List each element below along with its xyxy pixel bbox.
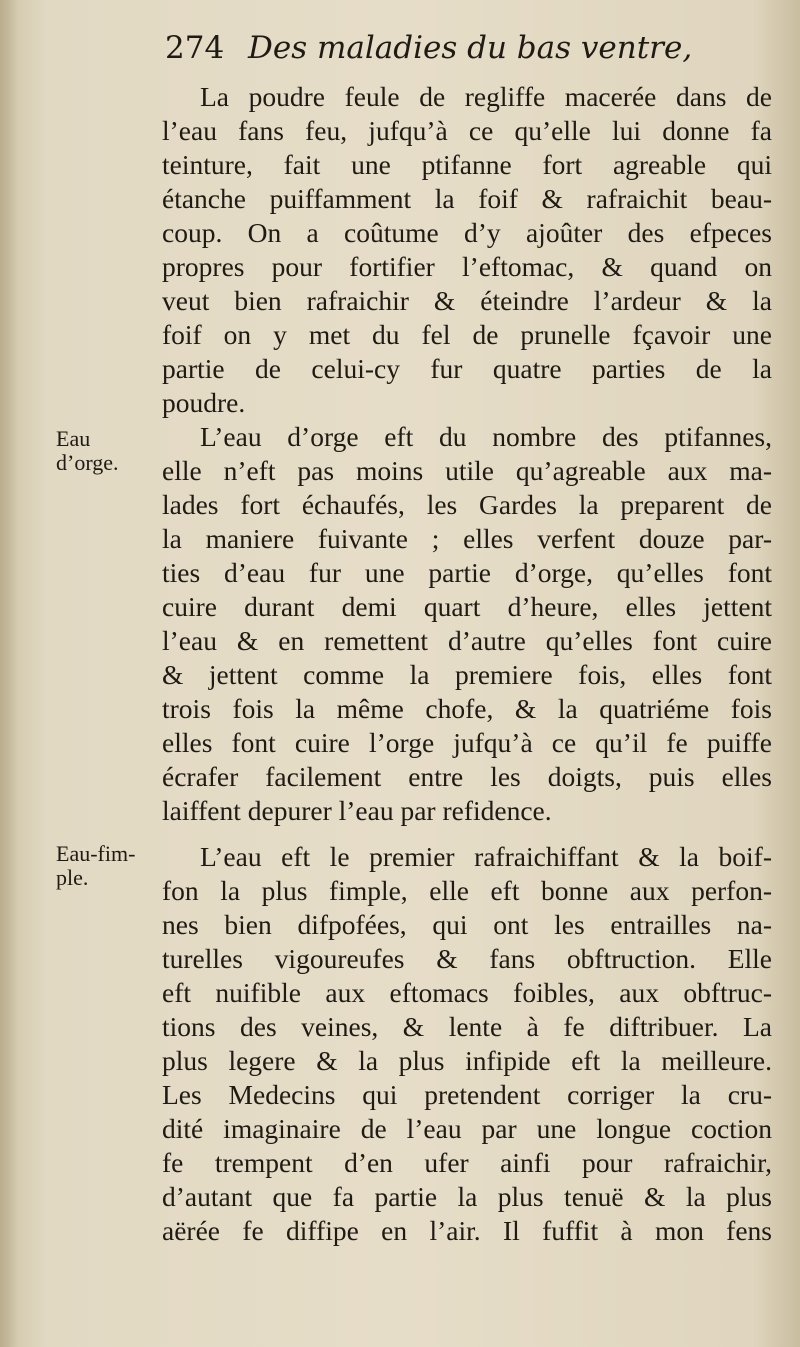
margin-note-line: Eau-fim- [56, 841, 136, 866]
running-title: Des maladies du bas ventre, [248, 30, 693, 66]
text-line: L’eau d’orge eft du nombre des ptifannes, [200, 421, 772, 452]
margin-note-line: d’orge. [56, 450, 119, 475]
text-line: l’eau & en remettent d’autre qu’elles font cuire [162, 625, 772, 656]
margin-note-eau-simple [56, 842, 135, 890]
text-line: & jettent comme la premiere fois, elles font [162, 659, 772, 690]
text-line: foif on y met du fel de prunelle fçavoir une [162, 319, 772, 350]
text-line: veut bien rafraichir & éteindre l’ardeur & la [162, 285, 772, 316]
text-line: nes bien difpofées, qui ont les entrailles na- [162, 909, 772, 940]
text-line: turelles vigoureufes & fans obftruction. Elle [162, 943, 772, 974]
text-line: La poudre feule de regliffe macerée dans de [200, 81, 772, 112]
text-line: plus legere & la plus infipide eft la meilleure. [162, 1045, 772, 1076]
text-line: elles font cuire l’orge jufqu’à ce qu’il fe puiffe [162, 727, 772, 758]
page-number: 274 [165, 30, 225, 66]
text-line: eft nuifible aux eftomacs foibles, aux obftruc- [162, 977, 772, 1008]
text-line: coup. On a coûtume d’y ajoûter des efpeces [162, 217, 772, 248]
margin-note-eau-dorge [56, 427, 119, 475]
text-line: l’eau fans feu, jufqu’à ce qu’elle lui donne fa [162, 115, 772, 146]
text-line: trois fois la même chofe, & la quatriéme fois [162, 693, 772, 724]
text-line: propres pour fortifier l’eftomac, & quand on [162, 251, 772, 282]
margin-note-line: ple. [56, 865, 89, 890]
text-line: lades fort échaufés, les Gardes la preparent de [162, 489, 772, 520]
text-line: fon la plus fimple, elle eft bonne aux perfon- [162, 875, 772, 906]
text-line: fe trempent d’en ufer ainfi pour rafraichir, [162, 1147, 772, 1178]
text-line: laiffent depurer l’eau par refidence. [162, 795, 552, 826]
page-gutter-shadow [0, 0, 18, 1347]
text-line: partie de celui-cy fur quatre parties de la [162, 353, 772, 384]
text-line: dité imaginaire de l’eau par une longue coction [162, 1113, 772, 1144]
text-line: ties d’eau fur une partie d’orge, qu’elles font [162, 557, 772, 588]
text-line: Les Medecins qui pretendent corriger la cru- [162, 1079, 772, 1110]
text-line: écrafer facilement entre les doigts, puis elles [162, 761, 772, 792]
text-line: L’eau eft le premier rafraichiffant & la boif- [200, 841, 772, 872]
text-line: d’autant que fa partie la plus tenuë & la plus [162, 1181, 772, 1212]
text-line: aërée fe diffipe en l’air. Il fuffit à mon fens [162, 1215, 772, 1246]
text-line: étanche puiffamment la foif & rafraichit beau- [162, 183, 772, 214]
margin-note-line: Eau [56, 426, 91, 451]
text-line: elle n’eft pas moins utile qu’agreable aux ma- [162, 455, 772, 486]
text-line: cuire durant demi quart d’heure, elles jettent [162, 591, 772, 622]
text-line: teinture, fait une ptifanne fort agreable qui [162, 149, 772, 180]
text-line: poudre. [162, 387, 246, 418]
text-line: tions des veines, & lente à fe diftribuer. La [162, 1011, 772, 1042]
text-line: la maniere fuivante ; elles verfent douze par- [162, 523, 772, 554]
page-header [165, 30, 692, 74]
